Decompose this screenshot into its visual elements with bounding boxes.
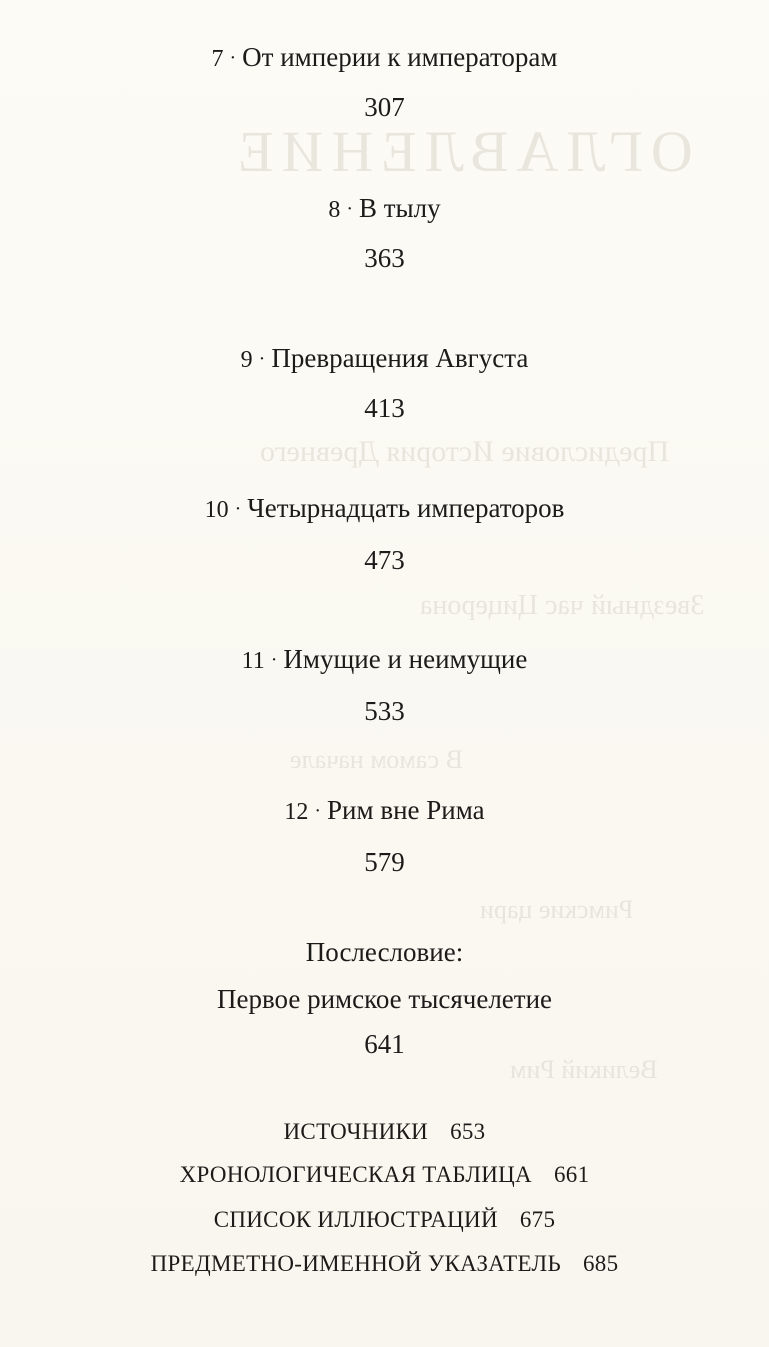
back-matter-sources[interactable]: [0, 1119, 769, 1145]
separator-dot: ·: [314, 800, 322, 822]
show-through-ghost: В самом начале: [290, 745, 463, 774]
chapter-title: От империи к императорам: [242, 42, 558, 72]
back-matter-page: 661: [553, 1162, 590, 1187]
separator-dot: ·: [229, 47, 237, 69]
chapter-page-number: 579: [364, 847, 405, 877]
chapter-page-number: 307: [364, 92, 405, 122]
chapter-title: Превращения Августа: [271, 343, 529, 373]
chapter-title: Четырнадцать императоров: [247, 493, 565, 523]
toc-entry-chapter-11[interactable]: [0, 644, 769, 675]
toc-entry-chapter-12[interactable]: [0, 795, 769, 826]
show-through-ghost: Предисловие История Древнего: [260, 435, 670, 468]
chapter-title: Имущие и неимущие: [283, 644, 528, 674]
afterword-title[interactable]: Первое римское тысячелетие: [216, 984, 553, 1014]
back-matter-chronology[interactable]: [0, 1162, 769, 1188]
chapter-page-number: 473: [364, 545, 405, 575]
back-matter-label: ИСТОЧНИКИ: [283, 1119, 429, 1144]
toc-entry-chapter-7[interactable]: [0, 42, 769, 73]
show-through-ghost: ОГЛАВЛЕНИЕ: [230, 119, 693, 184]
back-matter-label: ПРЕДМЕТНО-ИМЕННОЙ УКАЗАТЕЛЬ: [150, 1251, 561, 1276]
chapter-title: В тылу: [358, 193, 441, 223]
afterword-page-number: 641: [364, 1029, 405, 1059]
toc-entry-chapter-8[interactable]: [0, 193, 769, 224]
back-matter-label: ХРОНОЛОГИЧЕСКАЯ ТАБЛИЦА: [179, 1162, 532, 1187]
chapter-number: 7: [211, 46, 224, 72]
back-matter-illustrations[interactable]: [0, 1207, 769, 1233]
separator-dot: ·: [346, 198, 353, 220]
afterword-label[interactable]: Послесловие:: [305, 937, 464, 967]
toc-entry-chapter-10[interactable]: [0, 493, 769, 524]
back-matter-page: 675: [519, 1207, 556, 1232]
chapter-page-number: 533: [364, 696, 405, 726]
chapter-page-number: 413: [364, 393, 405, 423]
chapter-page-number: 363: [364, 243, 405, 273]
back-matter-index[interactable]: [0, 1251, 769, 1277]
chapter-number: 10: [204, 497, 229, 523]
show-through-ghost: Звездный час Цицерона: [420, 590, 705, 621]
back-matter-label: СПИСОК ИЛЛЮСТРАЦИЙ: [213, 1207, 498, 1232]
chapter-number: 8: [328, 197, 341, 223]
back-matter-page: 685: [582, 1251, 619, 1276]
separator-dot: ·: [234, 498, 242, 520]
show-through-ghost: Римские цари: [480, 895, 634, 924]
separator-dot: ·: [258, 348, 266, 370]
show-through-ghost: Великий Рим: [510, 1055, 658, 1084]
chapter-number: 12: [284, 799, 309, 825]
chapter-number: 11: [241, 648, 265, 674]
chapter-number: 9: [240, 347, 253, 373]
back-matter-page: 653: [450, 1119, 486, 1144]
separator-dot: ·: [270, 649, 278, 671]
chapter-title: Рим вне Рима: [327, 795, 485, 825]
toc-entry-chapter-9[interactable]: [0, 343, 769, 374]
